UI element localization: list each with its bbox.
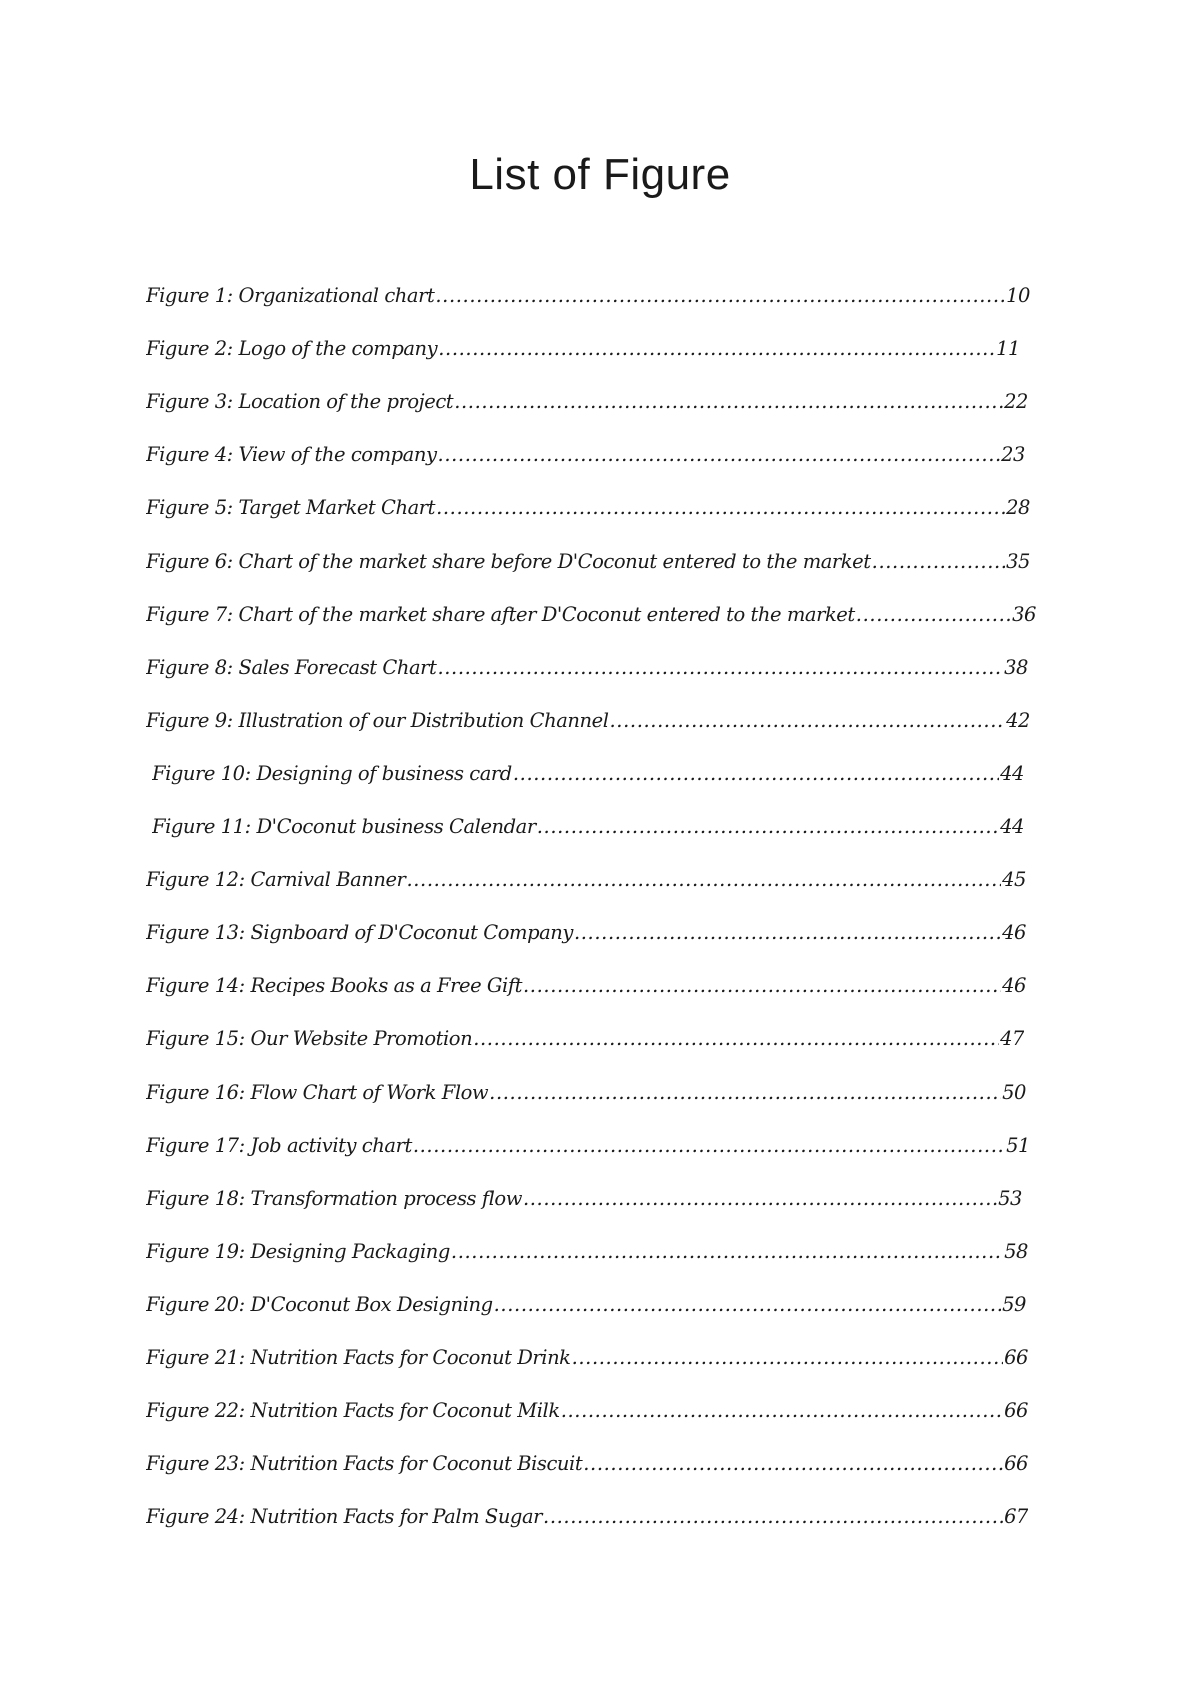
figure-entry-6[interactable] — [146, 550, 1030, 590]
figure-entry-page: 38 — [1004, 655, 1028, 679]
figure-entry-7[interactable] — [146, 603, 1036, 643]
dot-leader — [435, 284, 1005, 307]
figure-entry-page: 28 — [1006, 496, 1030, 520]
figure-entry-label: Figure 15: Our Website Promotion — [146, 1027, 473, 1051]
dot-leader — [454, 390, 1003, 413]
figure-entry-page: 11 — [996, 337, 1020, 361]
figure-entry-17[interactable] — [146, 1134, 1030, 1174]
dot-leader — [473, 1027, 999, 1050]
figure-entry-page: 59 — [1002, 1292, 1026, 1316]
figure-entry-label: Figure 3: Location of the project — [146, 390, 454, 414]
dot-leader — [610, 709, 1006, 732]
figure-entry-label: Figure 5: Target Market Chart — [146, 496, 436, 520]
dot-leader — [406, 868, 1001, 891]
figure-entry-label: Figure 6: Chart of the market share before D'Coconut entered to the market — [146, 549, 871, 573]
figure-entry-page: 46 — [1002, 974, 1026, 998]
figure-entry-page: 44 — [1000, 761, 1024, 785]
figure-entry-page: 22 — [1004, 390, 1028, 414]
figure-entry-label: Figure 8: Sales Forecast Chart — [146, 655, 437, 679]
figure-entry-8[interactable] — [146, 656, 1028, 696]
figure-entry-16[interactable] — [146, 1081, 1026, 1121]
figure-entry-18[interactable] — [146, 1187, 1022, 1227]
figure-entry-4[interactable] — [146, 443, 1025, 483]
figure-entry-24[interactable] — [146, 1505, 1028, 1545]
figure-entry-label: Figure 20: D'Coconut Box Designing — [146, 1292, 493, 1316]
figure-entry-label: Figure 24: Nutrition Facts for Palm Sugar — [146, 1505, 543, 1529]
figure-entry-label: Figure 19: Designing Packaging — [146, 1239, 450, 1263]
figure-entry-19[interactable] — [146, 1240, 1028, 1280]
figure-entry-14[interactable] — [146, 974, 1026, 1014]
figure-entry-label: Figure 14: Recipes Books as a Free Gift — [146, 974, 522, 998]
dot-leader — [523, 1187, 997, 1210]
dot-leader — [438, 337, 995, 360]
figure-entry-page: 53 — [998, 1186, 1022, 1210]
dot-leader — [872, 550, 1005, 573]
dot-leader — [572, 1346, 1004, 1369]
figure-entry-3[interactable] — [146, 390, 1028, 430]
figure-entry-label: Figure 9: Illustration of our Distribution Channel — [146, 708, 609, 732]
page-title: List of Figure — [469, 150, 731, 199]
figure-entry-label: Figure 13: Signboard of D'Coconut Company — [146, 921, 573, 945]
dot-leader — [438, 443, 1001, 466]
figure-entry-page: 10 — [1006, 284, 1030, 307]
figure-entry-9[interactable] — [146, 709, 1030, 749]
figure-entry-label: Figure 22: Nutrition Facts for Coconut Milk — [146, 1399, 560, 1423]
figure-entry-page: 45 — [1002, 868, 1026, 892]
figure-entry-label: Figure 1: Organizational chart — [146, 284, 435, 307]
dot-leader — [856, 603, 1011, 626]
figure-entry-page: 51 — [1006, 1133, 1030, 1157]
figure-entry-page: 50 — [1002, 1080, 1026, 1104]
figure-entry-page: 67 — [1004, 1505, 1028, 1529]
figure-entry-page: 66 — [1004, 1399, 1028, 1423]
figure-entry-page: 66 — [1004, 1452, 1028, 1476]
figure-entry-page: 47 — [1000, 1027, 1024, 1051]
figure-entry-11[interactable] — [152, 815, 1024, 855]
figure-entry-label: Figure 16: Flow Chart of Work Flow — [146, 1080, 489, 1104]
dot-leader — [437, 656, 1003, 679]
dot-leader — [413, 1134, 1005, 1157]
figure-entry-20[interactable] — [146, 1293, 1026, 1333]
figure-entry-page: 44 — [1000, 815, 1024, 838]
figure-entry-page: 42 — [1006, 708, 1030, 732]
figure-entry-5[interactable] — [146, 496, 1030, 536]
figure-entry-2[interactable] — [146, 337, 1020, 377]
figure-entry-label: Figure 21: Nutrition Facts for Coconut Drink — [146, 1346, 571, 1369]
figure-entry-label: Figure 11: D'Coconut business Calendar — [152, 815, 536, 838]
dot-leader — [537, 815, 999, 838]
dot-leader — [513, 762, 999, 785]
figure-entry-page: 46 — [1002, 921, 1026, 945]
figure-entry-page: 66 — [1004, 1346, 1028, 1369]
dot-leader — [489, 1081, 1001, 1104]
figure-entry-page: 58 — [1004, 1239, 1028, 1263]
figure-entry-label: Figure 18: Transformation process flow — [146, 1186, 522, 1210]
dot-leader — [436, 496, 1005, 519]
figure-entry-page: 35 — [1006, 549, 1030, 573]
figure-entry-15[interactable] — [146, 1027, 1024, 1067]
figure-entry-13[interactable] — [146, 921, 1026, 961]
figure-entry-22[interactable] — [146, 1399, 1028, 1439]
figure-entry-12[interactable] — [146, 868, 1026, 908]
figure-entry-10[interactable] — [152, 762, 1024, 802]
dot-leader — [583, 1452, 1003, 1475]
figure-entry-page: 23 — [1001, 443, 1025, 467]
figure-entry-label: Figure 7: Chart of the market share after D'Coconut entered to the market — [146, 602, 855, 626]
figure-entry-label: Figure 17: Job activity chart — [146, 1133, 412, 1157]
figure-entry-label: Figure 2: Logo of the company — [146, 337, 438, 361]
figure-entry-label: Figure 10: Designing of business card — [152, 761, 512, 785]
dot-leader — [543, 1505, 1003, 1528]
figure-entry-page: 36 — [1012, 602, 1036, 626]
figure-entry-23[interactable] — [146, 1452, 1028, 1492]
figure-entry-label: Figure 23: Nutrition Facts for Coconut Biscuit — [146, 1452, 583, 1476]
figure-entry-label: Figure 4: View of the company — [146, 443, 437, 467]
dot-leader — [451, 1240, 1003, 1263]
dot-leader — [574, 921, 1001, 944]
dot-leader — [561, 1399, 1003, 1422]
figure-entry-21[interactable] — [146, 1346, 1028, 1386]
figure-entry-1[interactable] — [146, 284, 1030, 324]
figure-entry-label: Figure 12: Carnival Banner — [146, 868, 406, 892]
dot-leader — [523, 974, 1001, 997]
dot-leader — [494, 1293, 1001, 1316]
